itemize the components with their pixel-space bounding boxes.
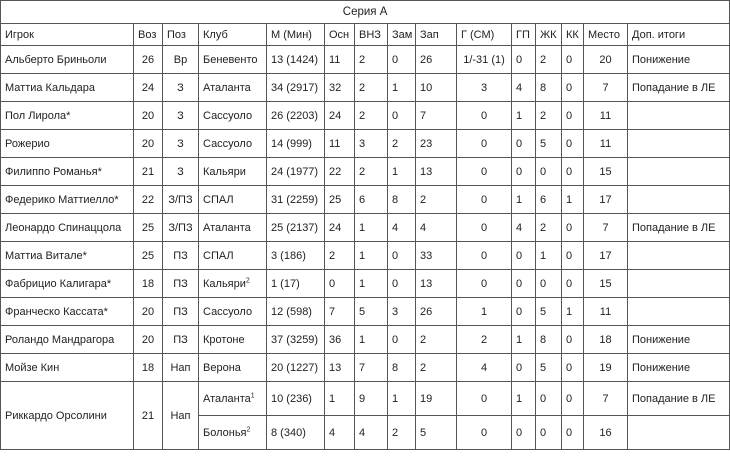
cell-assists: 0 xyxy=(512,354,536,382)
club-name: Сассуоло xyxy=(203,137,253,150)
cell-yellow-cards: 2 xyxy=(536,46,562,74)
cell-sub-in: 7 xyxy=(355,354,388,382)
cell-goals: 0 xyxy=(457,158,512,186)
cell-age: 20 xyxy=(134,130,163,158)
cell-goals: 0 xyxy=(457,270,512,298)
cell-red-cards: 1 xyxy=(562,298,584,326)
cell-red-cards: 0 xyxy=(562,326,584,354)
cell-extra: Понижение xyxy=(628,354,730,382)
cell-matches-minutes: 34 (2917) xyxy=(267,74,325,102)
cell-bench: 13 xyxy=(416,270,457,298)
table-row xyxy=(1,186,730,214)
table-row xyxy=(1,270,730,298)
cell-assists: 0 xyxy=(512,298,536,326)
cell-yellow-cards: 6 xyxy=(536,186,562,214)
cell-starts: 32 xyxy=(325,74,355,102)
cell-matches-minutes: 10 (236) xyxy=(267,382,325,416)
header-age: Воз xyxy=(134,24,163,46)
cell-matches-minutes: 3 (186) xyxy=(267,242,325,270)
cell-bench: 2 xyxy=(416,186,457,214)
cell-bench: 2 xyxy=(416,354,457,382)
cell-place: 11 xyxy=(584,298,628,326)
cell-position: ПЗ xyxy=(163,270,199,298)
club-name: Аталанта xyxy=(203,221,251,234)
cell-yellow-cards: 8 xyxy=(536,74,562,102)
cell-sub-out: 0 xyxy=(388,46,416,74)
cell-goals: 2 xyxy=(457,326,512,354)
cell-yellow-cards: 0 xyxy=(536,158,562,186)
cell-place: 7 xyxy=(584,214,628,242)
cell-yellow-cards: 0 xyxy=(536,270,562,298)
cell-extra xyxy=(628,242,730,270)
cell-sub-out: 1 xyxy=(388,382,416,416)
cell-extra xyxy=(628,158,730,186)
cell-club xyxy=(199,46,267,74)
cell-red-cards: 0 xyxy=(562,158,584,186)
cell-assists: 0 xyxy=(512,416,536,450)
header-player: Игрок xyxy=(1,24,134,46)
cell-bench: 13 xyxy=(416,158,457,186)
cell-sub-out: 1 xyxy=(388,74,416,102)
table-row xyxy=(1,158,730,186)
cell-matches-minutes: 14 (999) xyxy=(267,130,325,158)
cell-position: Нап xyxy=(163,354,199,382)
cell-matches-minutes: 20 (1227) xyxy=(267,354,325,382)
cell-starts: 7 xyxy=(325,298,355,326)
cell-red-cards: 0 xyxy=(562,382,584,416)
cell-age: 20 xyxy=(134,326,163,354)
cell-assists: 1 xyxy=(512,382,536,416)
cell-yellow-cards: 5 xyxy=(536,298,562,326)
club-footnote: 2 xyxy=(245,276,250,284)
cell-position: З xyxy=(163,130,199,158)
cell-player: Фабрицио Калигара* xyxy=(1,270,134,298)
cell-extra xyxy=(628,270,730,298)
club-name: Верона xyxy=(203,361,241,374)
cell-extra: Понижение xyxy=(628,46,730,74)
header-goals: Г (СМ) xyxy=(457,24,512,46)
cell-extra xyxy=(628,416,730,450)
club-footnote: 2 xyxy=(246,425,251,433)
cell-player: Маттиа Витале* xyxy=(1,242,134,270)
header-sub-out: Зам xyxy=(388,24,416,46)
cell-goals: 1 xyxy=(457,298,512,326)
club-name: Кальяри xyxy=(203,165,246,178)
club-name: Кальяри xyxy=(203,277,246,290)
cell-player: Леонардо Спинаццола xyxy=(1,214,134,242)
cell-matches-minutes: 37 (3259) xyxy=(267,326,325,354)
cell-place: 15 xyxy=(584,158,628,186)
cell-red-cards: 0 xyxy=(562,242,584,270)
cell-matches-minutes: 1 (17) xyxy=(267,270,325,298)
cell-age: 18 xyxy=(134,270,163,298)
header-place: Место xyxy=(584,24,628,46)
cell-yellow-cards: 8 xyxy=(536,326,562,354)
cell-club xyxy=(199,74,267,102)
cell-red-cards: 0 xyxy=(562,46,584,74)
cell-place: 18 xyxy=(584,326,628,354)
cell-sub-out: 4 xyxy=(388,214,416,242)
cell-starts: 13 xyxy=(325,354,355,382)
header-sub-in: ВНЗ xyxy=(355,24,388,46)
club-name: Сассуоло xyxy=(203,305,253,318)
cell-bench: 5 xyxy=(416,416,457,450)
club-name: Аталанта xyxy=(203,81,251,94)
cell-extra: Попадание в ЛЕ xyxy=(628,74,730,102)
table-title: Серия A xyxy=(1,1,730,24)
cell-place: 17 xyxy=(584,242,628,270)
cell-player: Маттиа Кальдара xyxy=(1,74,134,102)
cell-assists: 0 xyxy=(512,158,536,186)
cell-sub-out: 2 xyxy=(388,130,416,158)
cell-goals: 3 xyxy=(457,74,512,102)
cell-bench: 26 xyxy=(416,46,457,74)
cell-position: Вр xyxy=(163,46,199,74)
cell-club xyxy=(199,102,267,130)
cell-sub-out: 8 xyxy=(388,186,416,214)
cell-position: З xyxy=(163,102,199,130)
cell-club xyxy=(199,214,267,242)
club-name: СПАЛ xyxy=(203,193,234,206)
cell-sub-in: 4 xyxy=(355,416,388,450)
cell-position: З xyxy=(163,74,199,102)
cell-sub-in: 2 xyxy=(355,102,388,130)
cell-goals: 0 xyxy=(457,102,512,130)
cell-starts: 22 xyxy=(325,158,355,186)
cell-red-cards: 0 xyxy=(562,102,584,130)
cell-assists: 0 xyxy=(512,46,536,74)
cell-starts: 2 xyxy=(325,242,355,270)
cell-sub-in: 1 xyxy=(355,270,388,298)
cell-position: З/ПЗ xyxy=(163,186,199,214)
cell-club xyxy=(199,270,267,298)
cell-age: 21 xyxy=(134,158,163,186)
header-red-cards: КК xyxy=(562,24,584,46)
cell-matches-minutes: 13 (1424) xyxy=(267,46,325,74)
cell-position: ПЗ xyxy=(163,242,199,270)
cell-club xyxy=(199,382,267,416)
cell-age: 18 xyxy=(134,354,163,382)
cell-player: Рожерио xyxy=(1,130,134,158)
header-assists: ГП xyxy=(512,24,536,46)
cell-sub-in: 5 xyxy=(355,298,388,326)
cell-starts: 11 xyxy=(325,46,355,74)
cell-player: Федерико Маттиелло* xyxy=(1,186,134,214)
cell-sub-out: 0 xyxy=(388,326,416,354)
cell-place: 7 xyxy=(584,382,628,416)
cell-sub-in: 2 xyxy=(355,158,388,186)
cell-bench: 23 xyxy=(416,130,457,158)
cell-assists: 1 xyxy=(512,102,536,130)
cell-club xyxy=(199,242,267,270)
cell-bench: 33 xyxy=(416,242,457,270)
cell-place: 20 xyxy=(584,46,628,74)
cell-yellow-cards: 2 xyxy=(536,214,562,242)
cell-bench: 4 xyxy=(416,214,457,242)
cell-red-cards: 0 xyxy=(562,74,584,102)
club-name: Аталанта xyxy=(203,392,251,405)
table-row xyxy=(1,298,730,326)
cell-position: ПЗ xyxy=(163,326,199,354)
cell-player: Роландо Мандрагора xyxy=(1,326,134,354)
cell-age: 25 xyxy=(134,242,163,270)
cell-matches-minutes: 24 (1977) xyxy=(267,158,325,186)
cell-red-cards: 0 xyxy=(562,354,584,382)
cell-sub-in: 1 xyxy=(355,242,388,270)
cell-sub-in: 2 xyxy=(355,74,388,102)
club-name: Сассуоло xyxy=(203,109,253,122)
cell-matches-minutes: 26 (2203) xyxy=(267,102,325,130)
cell-goals: 0 xyxy=(457,382,512,416)
cell-red-cards: 0 xyxy=(562,270,584,298)
cell-age: 25 xyxy=(134,214,163,242)
table-row xyxy=(1,74,730,102)
cell-goals: 1/-31 (1) xyxy=(457,46,512,74)
cell-age: 22 xyxy=(134,186,163,214)
cell-bench: 19 xyxy=(416,382,457,416)
cell-place: 17 xyxy=(584,186,628,214)
cell-age: 20 xyxy=(134,102,163,130)
header-yellow-cards: ЖК xyxy=(536,24,562,46)
club-name: СПАЛ xyxy=(203,249,234,262)
cell-age: 24 xyxy=(134,74,163,102)
cell-bench: 10 xyxy=(416,74,457,102)
cell-sub-in: 1 xyxy=(355,214,388,242)
cell-club xyxy=(199,416,267,450)
cell-player: Филиппо Романья* xyxy=(1,158,134,186)
header-extra: Доп. итоги xyxy=(628,24,730,46)
cell-sub-out: 2 xyxy=(388,416,416,450)
cell-extra: Понижение xyxy=(628,326,730,354)
cell-extra xyxy=(628,102,730,130)
cell-goals: 0 xyxy=(457,186,512,214)
cell-sub-out: 0 xyxy=(388,270,416,298)
cell-assists: 1 xyxy=(512,326,536,354)
cell-player: Франческо Кассата* xyxy=(1,298,134,326)
table-row xyxy=(1,242,730,270)
cell-club xyxy=(199,326,267,354)
cell-goals: 0 xyxy=(457,242,512,270)
club-name: Болонья xyxy=(203,426,247,439)
cell-starts: 24 xyxy=(325,214,355,242)
cell-player: Пол Лирола* xyxy=(1,102,134,130)
cell-yellow-cards: 5 xyxy=(536,130,562,158)
cell-bench: 2 xyxy=(416,326,457,354)
cell-sub-in: 9 xyxy=(355,382,388,416)
cell-place: 16 xyxy=(584,416,628,450)
cell-sub-in: 1 xyxy=(355,326,388,354)
cell-age: 26 xyxy=(134,46,163,74)
cell-extra: Попадание в ЛЕ xyxy=(628,214,730,242)
cell-red-cards: 1 xyxy=(562,186,584,214)
cell-sub-out: 3 xyxy=(388,298,416,326)
header-club: Клуб xyxy=(199,24,267,46)
cell-starts: 0 xyxy=(325,270,355,298)
header-starts: Осн xyxy=(325,24,355,46)
cell-club xyxy=(199,186,267,214)
cell-yellow-cards: 5 xyxy=(536,354,562,382)
club-footnote: 1 xyxy=(250,391,255,399)
cell-player: Мойзе Кин xyxy=(1,354,134,382)
cell-assists: 4 xyxy=(512,74,536,102)
cell-matches-minutes: 8 (340) xyxy=(267,416,325,450)
cell-player: Альберто Бриньоли xyxy=(1,46,134,74)
table-row xyxy=(1,214,730,242)
cell-matches-minutes: 31 (2259) xyxy=(267,186,325,214)
cell-starts: 24 xyxy=(325,102,355,130)
cell-sub-out: 8 xyxy=(388,354,416,382)
cell-assists: 4 xyxy=(512,214,536,242)
cell-extra xyxy=(628,298,730,326)
cell-club xyxy=(199,130,267,158)
cell-starts: 25 xyxy=(325,186,355,214)
table-row-split xyxy=(1,382,730,416)
cell-sub-out: 0 xyxy=(388,102,416,130)
table-row xyxy=(1,102,730,130)
cell-sub-in: 2 xyxy=(355,46,388,74)
cell-position: З xyxy=(163,158,199,186)
club-name: Кротоне xyxy=(203,333,245,346)
cell-position: Нап xyxy=(163,382,199,450)
cell-starts: 36 xyxy=(325,326,355,354)
header-matches-minutes: М (Мин) xyxy=(267,24,325,46)
cell-goals: 4 xyxy=(457,354,512,382)
cell-age: 21 xyxy=(134,382,163,450)
club-name: Беневенто xyxy=(203,53,258,66)
cell-starts: 1 xyxy=(325,382,355,416)
cell-age: 20 xyxy=(134,298,163,326)
cell-assists: 0 xyxy=(512,130,536,158)
cell-assists: 1 xyxy=(512,186,536,214)
cell-sub-in: 3 xyxy=(355,130,388,158)
cell-sub-in: 6 xyxy=(355,186,388,214)
cell-club xyxy=(199,354,267,382)
table-row xyxy=(1,354,730,382)
cell-place: 19 xyxy=(584,354,628,382)
cell-place: 11 xyxy=(584,130,628,158)
cell-goals: 0 xyxy=(457,416,512,450)
cell-bench: 26 xyxy=(416,298,457,326)
cell-player: Риккардо Орсолини xyxy=(1,382,134,450)
cell-extra xyxy=(628,186,730,214)
cell-place: 15 xyxy=(584,270,628,298)
cell-goals: 0 xyxy=(457,214,512,242)
cell-yellow-cards: 0 xyxy=(536,416,562,450)
cell-red-cards: 0 xyxy=(562,416,584,450)
cell-matches-minutes: 25 (2137) xyxy=(267,214,325,242)
cell-club xyxy=(199,298,267,326)
header-position: Поз xyxy=(163,24,199,46)
cell-position: З/ПЗ xyxy=(163,214,199,242)
cell-sub-out: 0 xyxy=(388,242,416,270)
cell-red-cards: 0 xyxy=(562,130,584,158)
cell-yellow-cards: 1 xyxy=(536,242,562,270)
cell-extra: Попадание в ЛЕ xyxy=(628,382,730,416)
cell-matches-minutes: 12 (598) xyxy=(267,298,325,326)
header-row xyxy=(1,24,730,46)
cell-extra xyxy=(628,130,730,158)
cell-red-cards: 0 xyxy=(562,214,584,242)
cell-position: ПЗ xyxy=(163,298,199,326)
table-row xyxy=(1,46,730,74)
cell-bench: 7 xyxy=(416,102,457,130)
cell-yellow-cards: 2 xyxy=(536,102,562,130)
table-row xyxy=(1,130,730,158)
cell-club xyxy=(199,158,267,186)
cell-place: 11 xyxy=(584,102,628,130)
cell-yellow-cards: 0 xyxy=(536,382,562,416)
cell-starts: 11 xyxy=(325,130,355,158)
cell-sub-out: 1 xyxy=(388,158,416,186)
header-bench: Зап xyxy=(416,24,457,46)
cell-starts: 4 xyxy=(325,416,355,450)
cell-goals: 0 xyxy=(457,130,512,158)
table-row xyxy=(1,326,730,354)
cell-assists: 0 xyxy=(512,242,536,270)
cell-place: 7 xyxy=(584,74,628,102)
cell-assists: 0 xyxy=(512,270,536,298)
